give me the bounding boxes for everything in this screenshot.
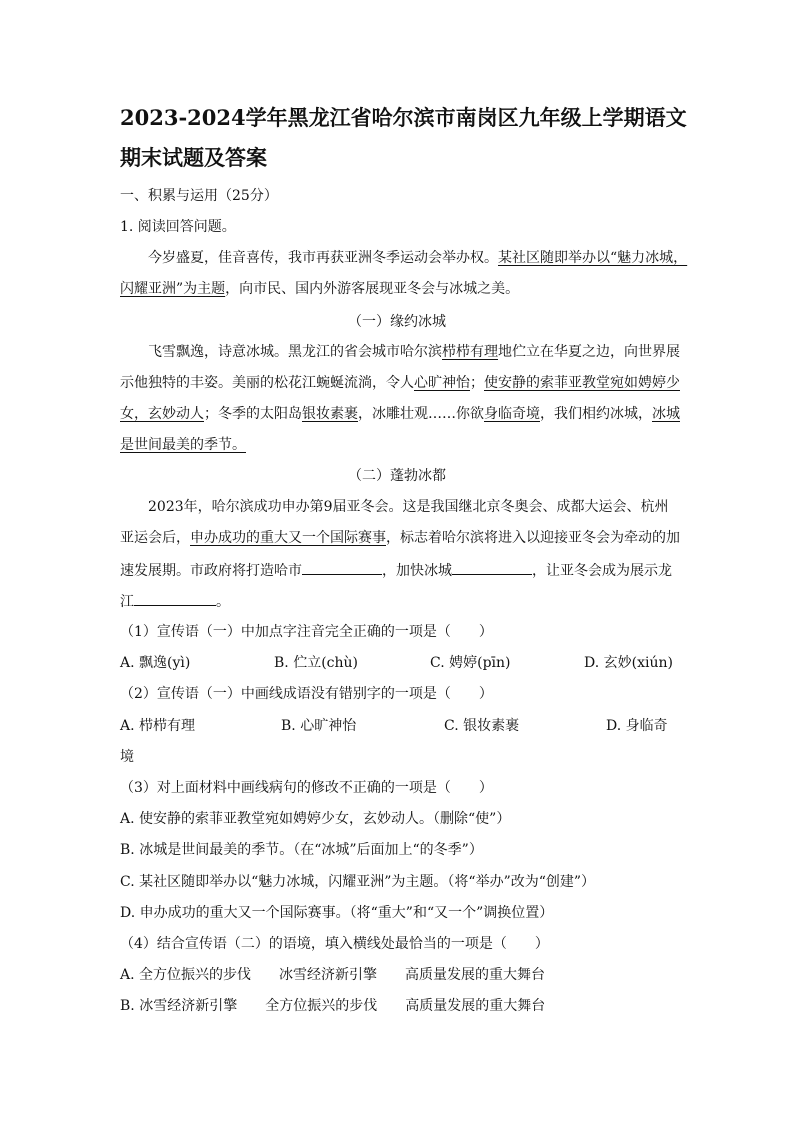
sub-question-4: （4）结合宣传语（二）的语境，填入横线处最恰当的一项是（ ） [120,936,549,952]
text: ，我们相约冰城， [540,406,652,422]
part-2-line-2 [120,528,680,548]
text: ，标志着哈尔滨将进入以迎接亚冬会为牵动的加 [386,530,680,546]
text: 江 [120,594,134,610]
phrase: 全方位振兴的步伐 [265,998,378,1014]
idiom-underlined: 银妆素裹 [302,406,358,422]
option-1d[interactable]: D. 玄妙(xiún) [584,655,673,671]
part-1-line-3 [120,404,680,424]
text: 地伫立在华夏之边，向世界展 [498,344,680,360]
sub-question-1: （1）宣传语（一）中加点字注音完全正确的一项是（ ） [120,624,493,640]
option-3c[interactable]: C. 某社区随即举办以“魅力冰城，闪耀亚洲”为主题。（将“举办”改为“创建”） [120,874,596,890]
part-2-line-3 [120,560,672,581]
text: 飞雪飘逸，诗意冰城。黑龙江的省会城市哈尔滨 [148,344,442,360]
option-1b[interactable]: B. 伫立(chù) [274,655,358,671]
option-1a[interactable]: A. 飘逸(yì) [120,655,191,671]
phrase: 冰雪经济新引擎 [279,967,378,983]
sentence-underlined: 使安静的索菲亚教堂宛如娉婷少 [484,375,680,391]
text: ； [470,375,484,391]
idiom-underlined: 栉栉有理 [442,344,498,360]
section-heading: 一、积累与运用（25分） [120,188,278,204]
part-1-heading: （一）缘约冰城 [348,314,446,330]
sentence-underlined: 冰城 [652,406,680,422]
text: ；冬季的太阳岛 [204,406,302,422]
document-title-line-2: 期末试题及答案 [120,145,267,170]
text: ，加快冰城 [382,563,452,579]
sentence-underlined: 申办成功的重大又一个国际赛事 [190,530,386,546]
idiom-underlined: 身临奇境 [484,406,540,422]
intro-underlined-sentence-end: 闪耀亚洲”为主题 [120,281,226,297]
part-1-line-1 [148,342,680,362]
sub-question-2: （2）宣传语（一）中画线成语没有错别字的一项是（ ） [120,686,493,702]
option-3d[interactable]: D. 申办成功的重大又一个国际赛事。（将“重大”和“又一个”调换位置） [120,905,554,921]
fill-blank-3[interactable] [134,591,216,606]
part-2-line-1: 2023年，哈尔滨成功申办第9届亚冬会。这是我国继北京冬奥会、成都大运会、杭州 [148,499,669,515]
sentence-underlined: 女，玄妙动人 [120,406,204,422]
text: 亚运会后， [120,530,190,546]
text: ，让亚冬会成为展示龙 [532,563,672,579]
intro-line-2 [120,279,519,299]
intro-underlined-sentence: 某社区随即举办以“魅力冰城， [498,250,688,266]
intro-text-end: ，向市民、国内外游客展现亚冬会与冰城之美。 [225,281,520,297]
part-1-line-4 [120,435,246,455]
option-3a[interactable]: A. 使安静的索菲亚教堂宛如娉婷少女，玄妙动人。（删除“使”） [120,811,511,827]
option-2d-wrap: 境 [120,749,134,765]
idiom-underlined: 心旷神怡 [414,375,470,391]
text: 示他独特的丰姿。美丽的松花江蜿蜒流淌，令人 [120,375,414,391]
part-1-line-2 [120,373,680,393]
sub-question-3: （3）对上面材料中画线病句的修改不正确的一项是（ ） [120,780,493,796]
question-1: 1. 阅读回答问题。 [120,219,236,235]
phrase: 高质量发展的重大舞台 [405,967,546,983]
option-2c[interactable]: C. 银妆素裹 [444,718,520,734]
option-2d[interactable]: D. 身临奇 [606,718,668,734]
text: ，冰雕壮观……你欲 [358,406,484,422]
option-2a[interactable]: A. 栉栉有理 [120,718,196,734]
text: 速发展期。市政府将打造哈市 [120,563,302,579]
option-2b[interactable]: B. 心旷神怡 [281,718,357,734]
phrase: A. 全方位振兴的步伐 [120,967,252,983]
fill-blank-2[interactable] [452,560,532,575]
document-title-line-1: 2023-2024学年黑龙江省哈尔滨市南岗区九年级上学期语文 [120,105,687,130]
fill-blank-1[interactable] [302,560,382,575]
part-2-line-4: 江 。 [120,591,230,612]
intro-text: 今岁盛夏，佳音喜传，我市再获亚洲冬季运动会举办权。 [148,250,498,266]
option-3b[interactable]: B. 冰城是世间最美的季节。（在“冰城”后面加上“的冬季”） [120,842,483,858]
phrase: B. 冰雪经济新引擎 [120,998,238,1014]
sentence-underlined: 是世间最美的季节。 [120,437,246,453]
part-2-heading: （二）蓬勃冰都 [348,468,446,484]
option-4b[interactable] [120,996,545,1016]
intro-line-1 [148,248,687,268]
option-1c[interactable]: C. 娉婷(pīn) [430,655,511,671]
option-4a[interactable] [120,965,545,985]
phrase: 高质量发展的重大舞台 [405,998,546,1014]
